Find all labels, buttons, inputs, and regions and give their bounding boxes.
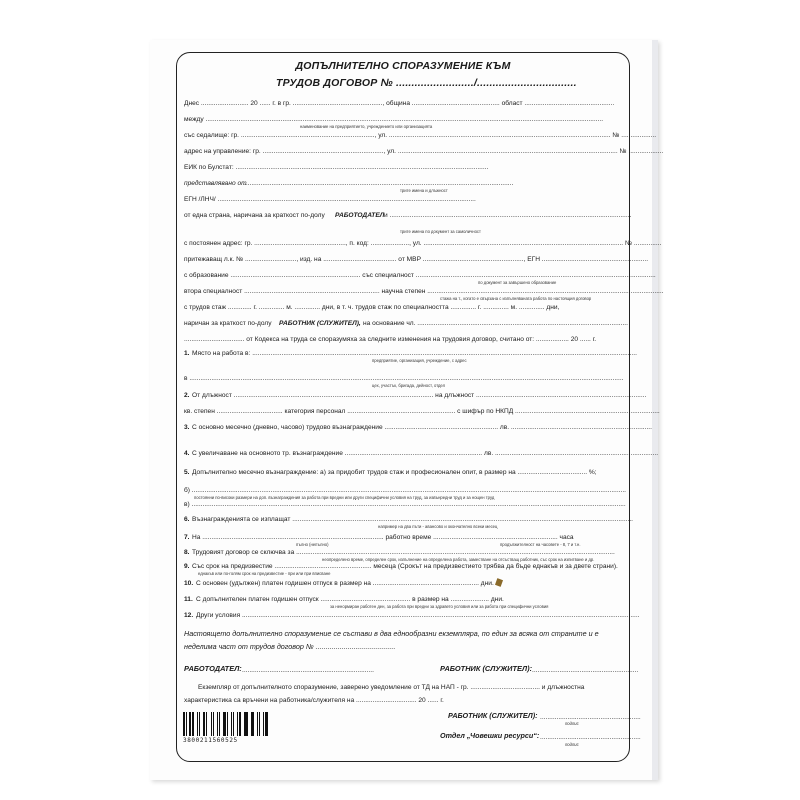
seniority-line: с трудов стаж ............. г. .............. м. .............. дни, в т. ч. трудов стаж по специалността .............. г. .............. м. .............. дни, — [184, 304, 560, 311]
barcode-bar — [239, 712, 241, 736]
item-number: 9. — [184, 563, 190, 570]
working-time-caption-1: пълно (непълно) — [296, 542, 329, 547]
item-number: 6. — [184, 516, 190, 523]
item-number: 3. — [184, 424, 190, 431]
hr-department-dots: ....................................................... — [540, 734, 641, 741]
contract-term-caption: неопределено време, определен срок, изпълнение на определена работа, заместване на отсъстващ работник, със срок на изпитване и др. — [322, 557, 595, 562]
between-caption: наименование на предприятието, учреждението или организацията — [300, 124, 433, 129]
barcode-bar — [201, 712, 203, 736]
department-line: в ............................................................................................................................................................................................................................................. — [184, 375, 624, 382]
permanent-address-line: с постоянен адрес: гр. .................................................., п. код: ....................., ул. ............................................................................................................. № ............... — [184, 240, 662, 247]
effective-date-line: ................................. от Кодекса на труда се споразумяха за следните изменения на трудовия договор, считано от: .................. 20 ...... г. — [184, 336, 597, 343]
represented-by-label: представлявано от — [184, 180, 247, 187]
barcode-bar — [237, 712, 239, 736]
payment-line: Възнагражденията се изплащат .......................................................................................................................................................................................... — [192, 516, 633, 523]
payment-caption: например на два пъти - авансово и окончателно всеки месец — [378, 524, 498, 529]
additional-pay-line: Допълнително месечно възнаграждение: а) за придобит трудов стаж и професионален опит, в размер на ...................................... %; — [192, 469, 597, 476]
represented-by-dots: ................................................................................................................................................... — [244, 180, 514, 187]
additional-pay-b-caption: постоянни по-високи размери на доп. възнаграждения за работа при вредни или други специфични условия на труд, за извънредни труд и за нощен труд — [194, 495, 495, 500]
receipt-employee-label: РАБОТНИК (СЛУЖИТЕЛ): — [448, 711, 538, 720]
employer-designation-label: от една страна, наричана за краткост по-долу — [184, 212, 325, 219]
closing-paragraph: Настоящето допълнително споразумение се състави в два еднообразни екземпляра, по един за всяка от страните и е неделима част от трудов договор № ........................................ — [184, 629, 599, 651]
barcode-bar — [211, 712, 212, 736]
item-number: 4. — [184, 450, 190, 457]
barcode-bar — [221, 712, 223, 736]
represented-by-caption: трите имена и длъжност — [400, 188, 448, 193]
item-number: 2. — [184, 392, 190, 399]
notice-caption: еднакъв или по-голям срок на предизвестие - при или при вписване — [198, 571, 331, 576]
barcode-bar — [213, 712, 214, 736]
second-specialty-caption: стажа на т., когато е свързана с изпълняваната работа по настоящия договор — [440, 296, 592, 301]
barcode-bar — [261, 712, 262, 736]
form-title: ДОПЪЛНИТЕЛНО СПОРАЗУМЕНИЕ КЪМ — [295, 60, 511, 72]
barcode-bar — [199, 712, 200, 736]
working-time-line: На ................................................................................................... работно време .................................................................... часа — [192, 534, 574, 541]
item-number: 8. — [184, 549, 190, 556]
barcode-bar — [252, 712, 254, 736]
copy-handover-line-2: характеристика са връчени на работника/служителя на ................................. 20 ...... г. — [184, 697, 444, 704]
extra-leave-line: С допълнителен платен годишен отпуск ................................................. в размер на ..................... дни. — [196, 596, 504, 603]
employee-designation-bold: РАБОТНИК (СЛУЖИТЕЛ), — [279, 320, 361, 327]
barcode-bar — [245, 712, 247, 736]
item-number: 11. — [184, 596, 193, 603]
management-address-line: адрес на управление: гр. .................................................................., ул. ........................................................................................................................ № ................... — [184, 148, 664, 155]
hr-department-caption: подпис — [565, 742, 579, 747]
employee-name-dots: и .................................................................................................................................... — [384, 212, 632, 219]
position-line: От длъжност ............................................................................................................. на длъжност ............................................................................................. — [192, 392, 647, 399]
barcode-bar — [187, 712, 188, 736]
contract-term-line: Трудовият договор се сключва за .............................................................................................................................................................................. — [192, 549, 615, 556]
department-caption: цех, участък, бригада, дейност, отдел — [372, 383, 446, 388]
barcode-bar — [189, 712, 191, 736]
egn-line: ЕГН /ЛНЧ/ ............................................................................................................................................. — [184, 196, 476, 203]
barcode-bar — [227, 712, 228, 736]
barcode-bar — [215, 712, 217, 736]
barcode-bar — [186, 712, 187, 736]
item-number: 1. — [184, 350, 190, 357]
other-conditions-line: Други условия ......................................................................................................................................................................................................................... — [196, 612, 640, 619]
barcode-bar — [195, 712, 196, 736]
barcode-bar — [192, 712, 194, 736]
employee-name-caption: трите имена по документ за самоличност — [400, 229, 481, 234]
employee-designation-label: наричан за краткост по-долу — [184, 320, 272, 327]
barcode-bar — [242, 712, 243, 736]
barcode-bar — [259, 712, 260, 736]
between-line: между ......................................................................................................................................................................................................................... — [184, 116, 604, 123]
form-border — [176, 52, 630, 762]
barcode-bar — [244, 712, 245, 736]
form-subtitle: ТРУДОВ ДОГОВОР № ........................./................................ — [276, 77, 577, 89]
barcode-bar — [263, 712, 265, 736]
receipt-employee-dots: ....................................................... — [540, 714, 641, 721]
workplace-caption: предприятие, организация, учреждение, с адрес — [372, 358, 467, 363]
date-place-line: Днес .......................... 20 ...... г. в гр. ................................................., община ................................................ област ................................................. — [184, 100, 615, 107]
barcode-bar — [206, 712, 207, 736]
additional-pay-c-line: в) ............................................................................................................................................................................................................................................. — [184, 501, 626, 508]
employee-signature-label: РАБОТНИК (СЛУЖИТЕЛ): — [440, 664, 533, 673]
seat-line: със седалище: гр. ........................................................................., ул. ......................................................................................................................... № ................... — [184, 132, 657, 139]
item-number: 5. — [184, 469, 190, 476]
item-number: 12. — [184, 612, 194, 619]
barcode-bar — [257, 712, 259, 736]
barcode-bar — [235, 712, 236, 736]
barcode — [183, 712, 269, 736]
barcode-bar — [229, 712, 231, 736]
employer-designation-bold: РАБОТОДАТЕЛ — [335, 212, 385, 219]
employee-signature-dots: .......................................................... — [532, 667, 639, 674]
barcode-bar — [219, 712, 220, 736]
item-number: 10. — [184, 580, 194, 587]
legal-basis-line: на основание чл. ................................................................................................................... — [363, 320, 628, 327]
qualification-line: кв. степен .................................... категория персонал ........................................................... с шифър по НКПД ............................................................................... — [184, 408, 660, 415]
barcode-bar — [217, 712, 218, 736]
base-salary-line: С основно месечно (дневно, часово) трудово възнаграждение .............................................................. лв. ............................................................................. — [192, 424, 652, 431]
barcode-bar — [223, 712, 225, 736]
barcode-bar — [231, 712, 232, 736]
barcode-bar — [203, 712, 205, 736]
extra-leave-caption: за ненормиран работен ден, за работа при вредни за здравето условия или за работа при специфични условия — [330, 604, 549, 609]
second-specialty-line: втора специалност .......................................................................... научна степен ................................................................................................................................. — [184, 288, 664, 295]
barcode-number: 3800211560525 — [183, 737, 238, 744]
workplace-line: Място на работа в: .................................................................................................................................................................................................................. — [192, 350, 637, 357]
working-time-caption-2: продължителност на часовете - 8, 7 и т.н. — [500, 542, 581, 547]
employer-signature-label: РАБОТОДАТЕЛ: — [184, 664, 242, 673]
education-caption: по документ за завършено образование — [478, 280, 557, 285]
eik-line: ЕИК по Булстат: .......................................................................................................................................... — [184, 164, 489, 171]
education-line: с образование ....................................................................... със специалност ................................................................................................................................... — [184, 272, 656, 279]
barcode-bar — [249, 712, 250, 736]
additional-pay-b-line: б) ............................................................................................................................................................................................................................................. — [184, 487, 626, 494]
annual-leave-line: С основен (удължен) платен годишен отпуск в размер на .......................................................... дни. — [196, 580, 494, 587]
barcode-bar — [208, 712, 210, 736]
barcode-bar — [265, 712, 267, 736]
copy-handover-line-1: Екземпляр от допълнителното споразумение, заверено уведомление от ТД на НАП - гр. ...................................... и длъжностна — [198, 684, 585, 691]
barcode-bar — [183, 712, 185, 736]
receipt-employee-caption: подпис — [565, 721, 579, 726]
salary-increase-line: С увеличаване на основното тр. възнаграждение ........................................................................... лв. ......................................................................................... — [192, 450, 659, 457]
employer-signature-dots: ........................................................................ — [242, 667, 374, 674]
barcode-bar — [197, 712, 198, 736]
item-number: 7. — [184, 534, 190, 541]
barcode-bar — [251, 712, 252, 736]
notice-line: Със срок на предизвестие ..................................................... месеца (Срокът на предизвестието трябва да бъде еднакъв и за двете страни). — [192, 563, 618, 570]
barcode-bar — [255, 712, 256, 736]
id-card-line: притежаващ л.к. № ............................, изд. на ........................................ от МВР ......................................................., ЕГН .......................................................... — [184, 256, 649, 263]
barcode-bar — [233, 712, 234, 736]
hr-department-label: Отдел „Човешки ресурси“: — [440, 731, 540, 740]
